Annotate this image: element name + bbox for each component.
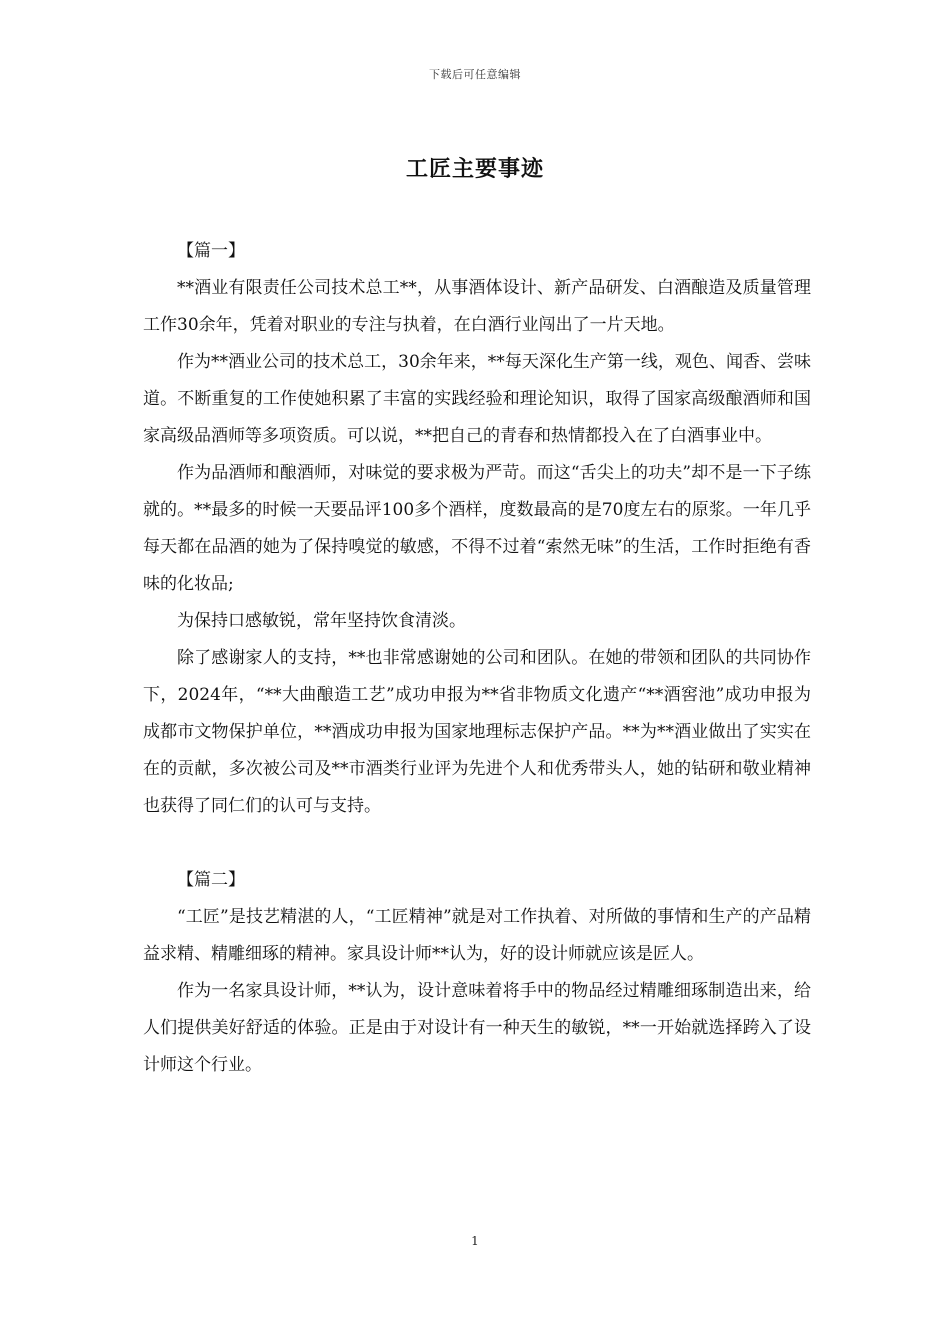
- paragraph: 作为一名家具设计师，**认为，设计意味着将手中的物品经过精雕细琢制造出来，给人们提供美好舒适的体验。正是由于对设计有一种天生的敏锐，**一开始就选择跨入了设计师这个行业。: [143, 981, 811, 1075]
- section-heading: 【篇二】: [177, 870, 245, 890]
- section-spacer: [143, 825, 811, 862]
- document-body: [143, 233, 811, 1084]
- page-number: 1: [471, 1234, 479, 1248]
- paragraph: 除了感谢家人的支持，**也非常感谢她的公司和团队。在她的带领和团队的共同协作下，2024年，“**大曲酿造工艺”成功申报为**省非物质文化遗产“**酒窖池”成功申报为成都市文物保护单位，**酒成功申报为国家地理标志保护产品。**为**酒业做出了实实在在的贡献，多次被公司及**市酒类行业评为先进个人和优秀带头人，她的钻研和敬业精神也获得了同仁们的认可与支持。: [143, 648, 811, 816]
- section-heading: 【篇一】: [177, 241, 245, 261]
- section-1: [143, 233, 811, 825]
- page-header-note: 下载后可任意编辑: [429, 68, 521, 81]
- paragraph: 作为品酒师和酿酒师，对味觉的要求极为严苛。而这“舌尖上的功夫”却不是一下子练就的。**最多的时候一天要品评100多个酒样，度数最高的是70度左右的原浆。一年几乎每天都在品酒的她为了保持嗅觉的敏感，不得不过着“索然无味”的生活，工作时拒绝有香味的化妆品;: [143, 463, 811, 594]
- paragraph: 作为**酒业公司的技术总工，30余年来，**每天深化生产第一线，观色、闻香、尝味道。不断重复的工作使她积累了丰富的实践经验和理论知识，取得了国家高级酿酒师和国家高级品酒师等多项资质。可以说，**把自己的青春和热情都投入在了白酒事业中。: [143, 352, 811, 446]
- paragraph: 为保持口感敏锐，常年坚持饮食清淡。: [177, 611, 466, 631]
- section-2: [143, 862, 811, 1084]
- paragraph: “工匠”是技艺精湛的人，“工匠精神”就是对工作执着、对所做的事情和生产的产品精益求精、精雕细琢的精神。家具设计师**认为，好的设计师就应该是匠人。: [143, 907, 811, 964]
- document-title: 工匠主要事迹: [405, 156, 544, 182]
- paragraph: **酒业有限责任公司技术总工**，从事酒体设计、新产品研发、白酒酿造及质量管理工作30余年，凭着对职业的专注与执着，在白酒行业闯出了一片天地。: [143, 278, 811, 335]
